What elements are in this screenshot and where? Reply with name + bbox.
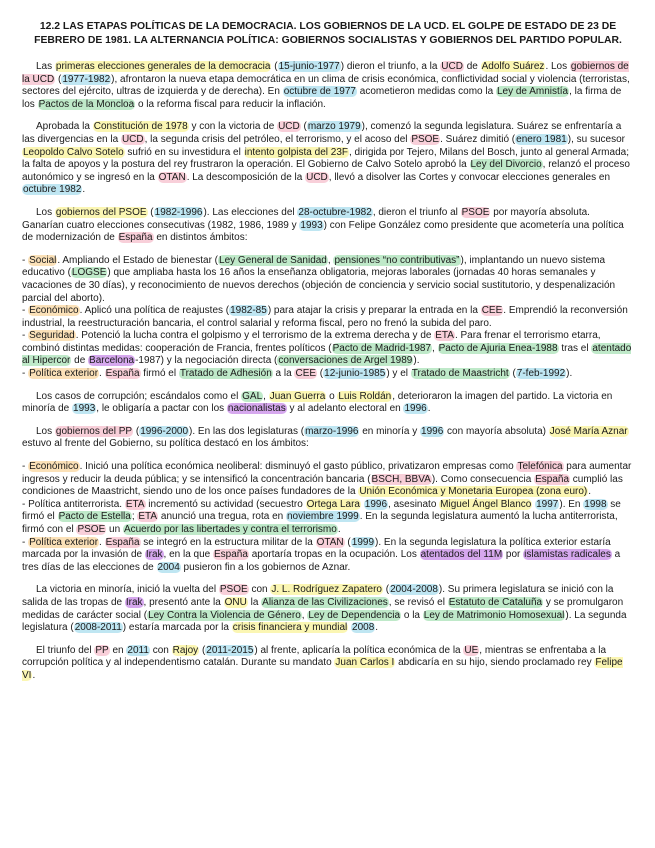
highlight-mark: Ley de Matrimonio Homosexual bbox=[423, 609, 565, 621]
highlight-mark: Ley Contra la Violencia de Género bbox=[148, 609, 301, 621]
highlight-mark: 1982-85 bbox=[230, 305, 267, 317]
highlight-mark: 1993 bbox=[73, 403, 96, 415]
highlight-mark: España bbox=[118, 232, 153, 244]
paragraph-second-legislature: Aprobada la Constitución de 1978 y con la victoria de UCD (marzo 1979), comenzó la segunda legislatura. Suárez se enfrentaría a las divergencias en la UCD, la segunda crisis del petróleo, el terrorismo, y el acoso del PSOE. Suárez dimitió (enero 1981), su sucesor Leopoldo Calvo Sotelo sufrió en su investidura el intento golpista del 23F, dirigida por Tejero, Milans del Bosch, junto al general Armada; la falta de apoyos y la postura del rey frustraron la operación. El Gobierno de Calvo Sotelo aprobó la Ley del Divorcio, relanzó el proceso autonómico y se ingresó en la OTAN. La descomposición de la UCD, llevó a disolver las Cortes y convocar elecciones generales en octubre 1982. bbox=[22, 121, 630, 196]
highlight-mark: CEE bbox=[481, 305, 503, 317]
highlight-mark: Política exterior bbox=[29, 368, 99, 380]
highlight-mark: Felipe VI bbox=[22, 657, 623, 681]
highlight-mark: marzo-1996 bbox=[305, 425, 359, 437]
highlight-mark: Adolfo Suárez bbox=[481, 61, 545, 72]
highlight-mark: Constitución de 1978 bbox=[93, 121, 188, 133]
highlight-mark: 2008-2011 bbox=[74, 622, 122, 634]
paragraph-psoe-governments: Los gobiernos del PSOE (1982-1996). Las elecciones del 28-octubre-1982, dieron el triunfo al PSOE por mayoría absoluta. Ganarían cuatro elecciones consecutivas (1982, 1986, 1989 y 1993) con Felipe González como presidente que acometería una política de modernización de España en distintos ámbitos: bbox=[22, 206, 624, 244]
highlight-mark: ETA bbox=[125, 498, 145, 510]
highlight-mark: Pacto de Madrid-1987 bbox=[332, 342, 432, 354]
highlight-mark: Pacto de Ajuria Enea-1988 bbox=[438, 342, 558, 354]
highlight-mark: Tratado de Adhesión bbox=[179, 368, 272, 380]
highlight-mark: Leopoldo Calvo Sotelo bbox=[23, 146, 124, 158]
highlight-mark: nacionalistas bbox=[227, 403, 286, 415]
highlight-mark: PP bbox=[95, 644, 109, 656]
highlight-mark: OTAN bbox=[158, 171, 186, 183]
highlight-mark: 1996 bbox=[404, 403, 427, 415]
highlight-mark: 1997 bbox=[536, 498, 559, 510]
highlight-mark: José María Aznar bbox=[549, 425, 628, 437]
highlight-mark: Rajoy bbox=[172, 644, 199, 656]
highlight-mark: gobiernos de la UCD bbox=[22, 61, 629, 85]
highlight-mark: pensiones “no contributivas” bbox=[334, 254, 460, 266]
list-item: - Política antiterrorista. ETA incrementó su actividad (secuestro Ortega Lara 1996, asesinato Miguel Ángel Blanco 1997). En 1998 se firmó el Pacto de Estella; ETA anunció una tregua, rota en noviembre 1999. En la segunda legislatura aumentó la lucha antiterrorista, firmó con el PSOE un Acuerdo por las libertades y contra el terrorismo. bbox=[22, 498, 621, 535]
psoe-policy-list bbox=[22, 255, 634, 381]
highlight-mark: UCD bbox=[441, 61, 463, 72]
highlight-mark: Juan Guerra bbox=[269, 390, 326, 402]
highlight-mark: ETA bbox=[138, 511, 158, 523]
highlight-mark: Ley del Divorcio bbox=[470, 159, 542, 171]
highlight-mark: Estatuto de Cataluña bbox=[448, 596, 543, 608]
highlight-mark: Económico bbox=[29, 305, 79, 317]
highlight-mark: conversaciones de Argel 1989 bbox=[278, 355, 413, 367]
highlight-mark: España bbox=[535, 473, 570, 485]
highlight-mark: 2004-2008 bbox=[390, 584, 438, 596]
highlight-mark: 7-feb-1992 bbox=[516, 368, 566, 380]
highlight-mark: J. L. Rodríguez Zapatero bbox=[271, 584, 382, 596]
document-page bbox=[22, 20, 634, 693]
highlight-mark: Miguel Ángel Blanco bbox=[440, 498, 532, 510]
highlight-mark: Seguridad bbox=[29, 330, 75, 342]
highlight-mark: PSOE bbox=[77, 524, 106, 535]
list-item: - Económico. Inició una política económica neoliberal: disminuyó el gasto público, privatizaron empresas como Telefónica para aumentar ingresos y reducir la deuda pública; y se intensificó la concentración bancaria (BSCH, BBVA). Como consecuencia España cumplió las condiciones de Maastricht, siendo uno de los once países fundadores de la Unión Económica y Monetaria Europea (zona euro). bbox=[22, 461, 632, 498]
highlight-mark: Acuerdo por las libertades y contra el terrorismo bbox=[123, 524, 337, 535]
highlight-mark: gobiernos del PSOE bbox=[55, 206, 147, 218]
highlight-mark: Pactos de la Moncloa bbox=[38, 98, 135, 110]
paragraph-pp-governments: Los gobiernos del PP (1996-2000). En las dos legislaturas (marzo-1996 en minoría y 1996 con mayoría absoluta) José María Aznar estuvo al frente del Gobierno, su política destacó en los ámbitos: bbox=[22, 425, 628, 450]
highlight-mark: Ley de Dependencia bbox=[308, 609, 401, 621]
highlight-mark: 1982-1996 bbox=[154, 206, 203, 218]
highlight-mark: UCD bbox=[121, 133, 144, 145]
highlight-mark: ETA bbox=[435, 330, 454, 342]
list-item: - Política exterior. España se integró en la estructura militar de la OTAN (1999). En la segunda legislatura la política exterior estaría marcada por la invasión de Irak, en la que España aportaría tropas en la ocupación. Los atentados del 11M por islamistas radicales a tres días de las elecciones de 2004 pusieron fin a los gobiernos de Aznar. bbox=[22, 536, 621, 573]
highlight-mark: Unión Económica y Monetaria Europea (zona euro) bbox=[359, 486, 588, 498]
highlight-mark: UE bbox=[464, 644, 479, 656]
highlight-mark: atentado al Hipercor bbox=[22, 342, 632, 367]
highlight-mark: 2011 bbox=[127, 644, 149, 656]
highlight-mark: España bbox=[105, 536, 140, 548]
list-item: - Económico. Aplicó una política de reajustes (1982-85) para atajar la crisis y preparar la entrada en la CEE. Emprendió la reconversión industrial, la reestructuración bancaria, el control salarial y reforma fiscal, pero no frenó la subida del paro. bbox=[22, 305, 628, 329]
highlight-mark: Pacto de Estella bbox=[58, 511, 131, 523]
highlight-mark: España bbox=[214, 549, 248, 561]
highlight-mark: 15-junio-1977 bbox=[278, 61, 340, 72]
highlight-mark: LOGSE bbox=[71, 267, 107, 279]
highlight-mark: PSOE bbox=[461, 206, 490, 218]
highlight-mark: UCD bbox=[306, 171, 328, 183]
highlight-mark: intento golpista del 23F bbox=[244, 146, 348, 158]
highlight-mark: 2004 bbox=[157, 561, 180, 573]
highlight-mark: primeras elecciones generales de la democracia bbox=[55, 61, 271, 72]
highlight-mark: 12-junio-1985 bbox=[324, 368, 386, 380]
list-item: - Seguridad. Potenció la lucha contra el golpismo y el terrorismo de la extrema derecha y de ETA. Para frenar el terrorismo etarra, combinó distintas medidas: cooperación de Francia, frentes políticos (Pacto de Madrid-1987, Pacto de Ajuria Enea-1988 tras el atentado al Hipercor de Barcelona-1987) y la negociación directa (conversaciones de Argel 1989). bbox=[22, 330, 632, 367]
highlight-mark: 2011-2015 bbox=[206, 644, 254, 656]
highlight-mark: PSOE bbox=[411, 133, 440, 145]
highlight-mark: 1977-1982 bbox=[62, 73, 111, 85]
highlight-mark: noviembre 1999 bbox=[286, 511, 359, 523]
highlight-mark: Política exterior bbox=[29, 536, 99, 548]
paragraph-ucd-intro: Las primeras elecciones generales de la democracia (15-junio-1977) dieron el triunfo, a la UCD de Adolfo Suárez. Los gobiernos de la UCD (1977-1982), afrontaron la nueva etapa democrática en un clima de crisis económica, conflictividad social y violencia (terroristas, sectores del ejército, ultras de izquierda y de derecha). En octubre de 1977 acometieron medidas como la Ley de Amnistía, la firma de los Pactos de la Moncloa o la reforma fiscal para reducir la inflación. bbox=[22, 61, 630, 110]
highlight-mark: octubre de 1977 bbox=[283, 86, 356, 98]
highlight-mark: Alianza de las Civilizaciones bbox=[262, 596, 388, 608]
highlight-mark: 1996 bbox=[364, 498, 388, 510]
highlight-mark: Tratado de Maastricht bbox=[411, 368, 509, 380]
highlight-mark: Ortega Lara bbox=[306, 498, 360, 510]
highlight-mark: atentados del 11M bbox=[420, 549, 503, 561]
highlight-mark: marzo 1979 bbox=[307, 121, 361, 133]
highlight-mark: Telefónica bbox=[517, 461, 563, 473]
highlight-mark: UCD bbox=[278, 121, 300, 133]
highlight-mark: Económico bbox=[29, 461, 79, 473]
highlight-mark: GAL bbox=[242, 390, 263, 402]
highlight-mark: 28-octubre-1982 bbox=[298, 206, 372, 218]
highlight-mark: Luis Roldán bbox=[338, 390, 392, 402]
highlight-mark: crisis financiera y mundial bbox=[232, 622, 348, 634]
highlight-mark: Ley General de Sanidad bbox=[219, 254, 327, 266]
highlight-mark: 1996-2000 bbox=[140, 425, 189, 437]
highlight-mark: islamistas radicales bbox=[524, 549, 611, 561]
highlight-mark: 1999 bbox=[351, 536, 375, 548]
pp-policy-list bbox=[22, 461, 634, 574]
highlight-mark: Irak bbox=[145, 549, 163, 561]
paragraph-rajoy: El triunfo del PP en 2011 con Rajoy (2011-2015) al frente, aplicaría la política económica de la UE, mientras se enfrentaba a la corrupción política y al independentismo catalán. Durante su mandato Juan Carlos I abdicaría en su hijo, siendo proclamado rey Felipe VI. bbox=[22, 644, 623, 681]
highlight-mark: 2008 bbox=[352, 622, 375, 634]
highlight-mark: gobiernos del PP bbox=[55, 425, 133, 437]
highlight-mark: Ley de Amnistía bbox=[496, 86, 569, 98]
highlight-mark: ONU bbox=[224, 596, 247, 608]
highlight-mark: CEE bbox=[295, 368, 317, 380]
document-title: 12.2 LAS ETAPAS POLÍTICAS DE LA DEMOCRACIA. LOS GOBIERNOS DE LA UCD. EL GOLPE DE ESTADO DE 23 DE FEBRERO DE 1981. LA ALTERNANCIA POLÍTICA: GOBIERNOS SOCIALISTAS Y GOBIERNOS DEL PARTIDO POPULAR. bbox=[34, 21, 622, 46]
highlight-mark: España bbox=[105, 368, 140, 380]
highlight-mark: 1993 bbox=[300, 219, 323, 231]
list-item: - Social. Ampliando el Estado de bienestar (Ley General de Sanidad, pensiones “no contributivas”), implantando un nuevo sistema educativo (LOGSE) que ampliaba hasta los 16 años la enseñanza obligatoria, mejoras laborales (jornadas 40 horas semanales y vacaciones de 30 días), y reconocimiento de nuevos derechos (objeción de conciencia y servicio social sustitutorio, y despenalización parcial del aborto). bbox=[22, 254, 616, 304]
highlight-mark: Social bbox=[29, 254, 57, 266]
paragraph-zapatero: La victoria en minoría, inició la vuelta del PSOE con J. L. Rodríguez Zapatero (2004-2008). Su primera legislatura se inició con la salida de las tropas de Irak, presentó ante la ONU la Alianza de las Civilizaciones, se revisó el Estatuto de Cataluña y se promulgaron medidas de carácter social (Ley Contra la Violencia de Género, Ley de Dependencia o la Ley de Matrimonio Homosexual). La segunda legislatura (2008-2011) estaría marcada por la crisis financiera y mundial 2008. bbox=[22, 584, 627, 634]
highlight-mark: enero 1981 bbox=[516, 133, 567, 145]
list-item: - Política exterior. España firmó el Tratado de Adhesión a la CEE (12-junio-1985) y el Tratado de Maastricht (7-feb-1992). bbox=[22, 368, 573, 380]
highlight-mark: Irak bbox=[125, 596, 143, 608]
paragraph-corruption: Los casos de corrupción; escándalos como el GAL, Juan Guerra o Luis Roldán, deterioraron la imagen del partido. La victoria en minoría de 1993, le obligaría a pactar con los nacionalistas y al adelanto electoral en 1996. bbox=[22, 390, 613, 415]
highlight-mark: Barcelona bbox=[89, 355, 135, 367]
highlight-mark: OTAN bbox=[316, 536, 344, 548]
highlight-mark: PSOE bbox=[219, 584, 248, 596]
highlight-mark: Juan Carlos I bbox=[335, 657, 395, 669]
highlight-mark: 1996 bbox=[421, 425, 444, 437]
highlight-mark: octubre 1982 bbox=[23, 184, 82, 196]
highlight-mark: BSCH, BBVA bbox=[371, 473, 431, 485]
highlight-mark: 1998 bbox=[584, 498, 607, 510]
